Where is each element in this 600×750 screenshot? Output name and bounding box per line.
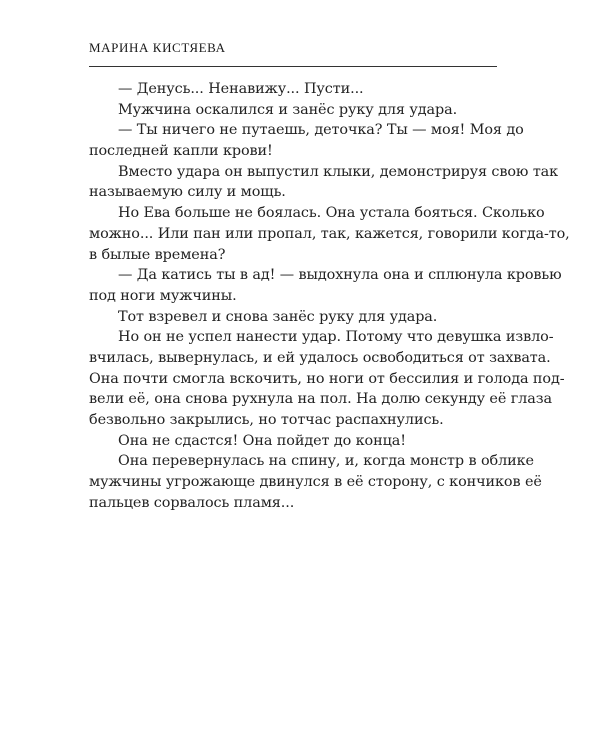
header-rule bbox=[89, 66, 497, 67]
running-head: МАРИНА КИСТЯЕВА bbox=[89, 40, 226, 55]
text-line: — Да катись ты в ад! — выдохнула она и сплюнула кровью bbox=[118, 267, 562, 284]
text-line: мужчины угрожающе двинулся в её сторону, с кончиков её bbox=[89, 474, 542, 491]
text-line: — Денусь... Ненавижу... Пусти... bbox=[118, 81, 364, 97]
text-line: Но Ева больше не боялась. Она устала бояться. Сколько bbox=[118, 205, 545, 222]
text-line: Она почти смогла вскочить, но ноги от бессилия и голода под- bbox=[89, 370, 565, 387]
text-line: — Ты ничего не путаешь, деточка? Ты — моя! Моя до bbox=[118, 122, 524, 139]
text-line: пальцев сорвалось пламя... bbox=[89, 494, 295, 511]
text-line: Вместо удара он выпустил клыки, демонстрируя свою так bbox=[118, 163, 559, 180]
text-line: Тот взревел и снова занёс руку для удара. bbox=[118, 308, 438, 325]
text-line: вчилась, вывернулась, и ей удалось освободиться от захвата. bbox=[89, 349, 551, 366]
text-line: Мужчина оскалился и занёс руку для удара. bbox=[118, 101, 458, 118]
text-line: Она не сдастся! Она пойдет до конца! bbox=[118, 432, 406, 449]
body-text bbox=[89, 79, 570, 513]
text-line: Но он не успел нанести удар. Потому что девушка извло- bbox=[118, 329, 554, 346]
text-line: безвольно закрылись, но тотчас распахнулись. bbox=[89, 412, 444, 428]
text-line: называемую силу и мощь. bbox=[89, 184, 286, 201]
text-line: можно... Или пан или пропал, так, кажется, говорили когда-то, bbox=[89, 225, 570, 242]
text-line: в былые времена? bbox=[89, 246, 226, 263]
text-line: под ноги мужчины. bbox=[89, 287, 237, 304]
text-line: вели её, она снова рухнула на пол. На долю секунду её глаза bbox=[89, 391, 552, 408]
text-line: последней капли крови! bbox=[89, 143, 273, 160]
text-line: Она перевернулась на спину, и, когда монстр в облике bbox=[118, 453, 534, 470]
